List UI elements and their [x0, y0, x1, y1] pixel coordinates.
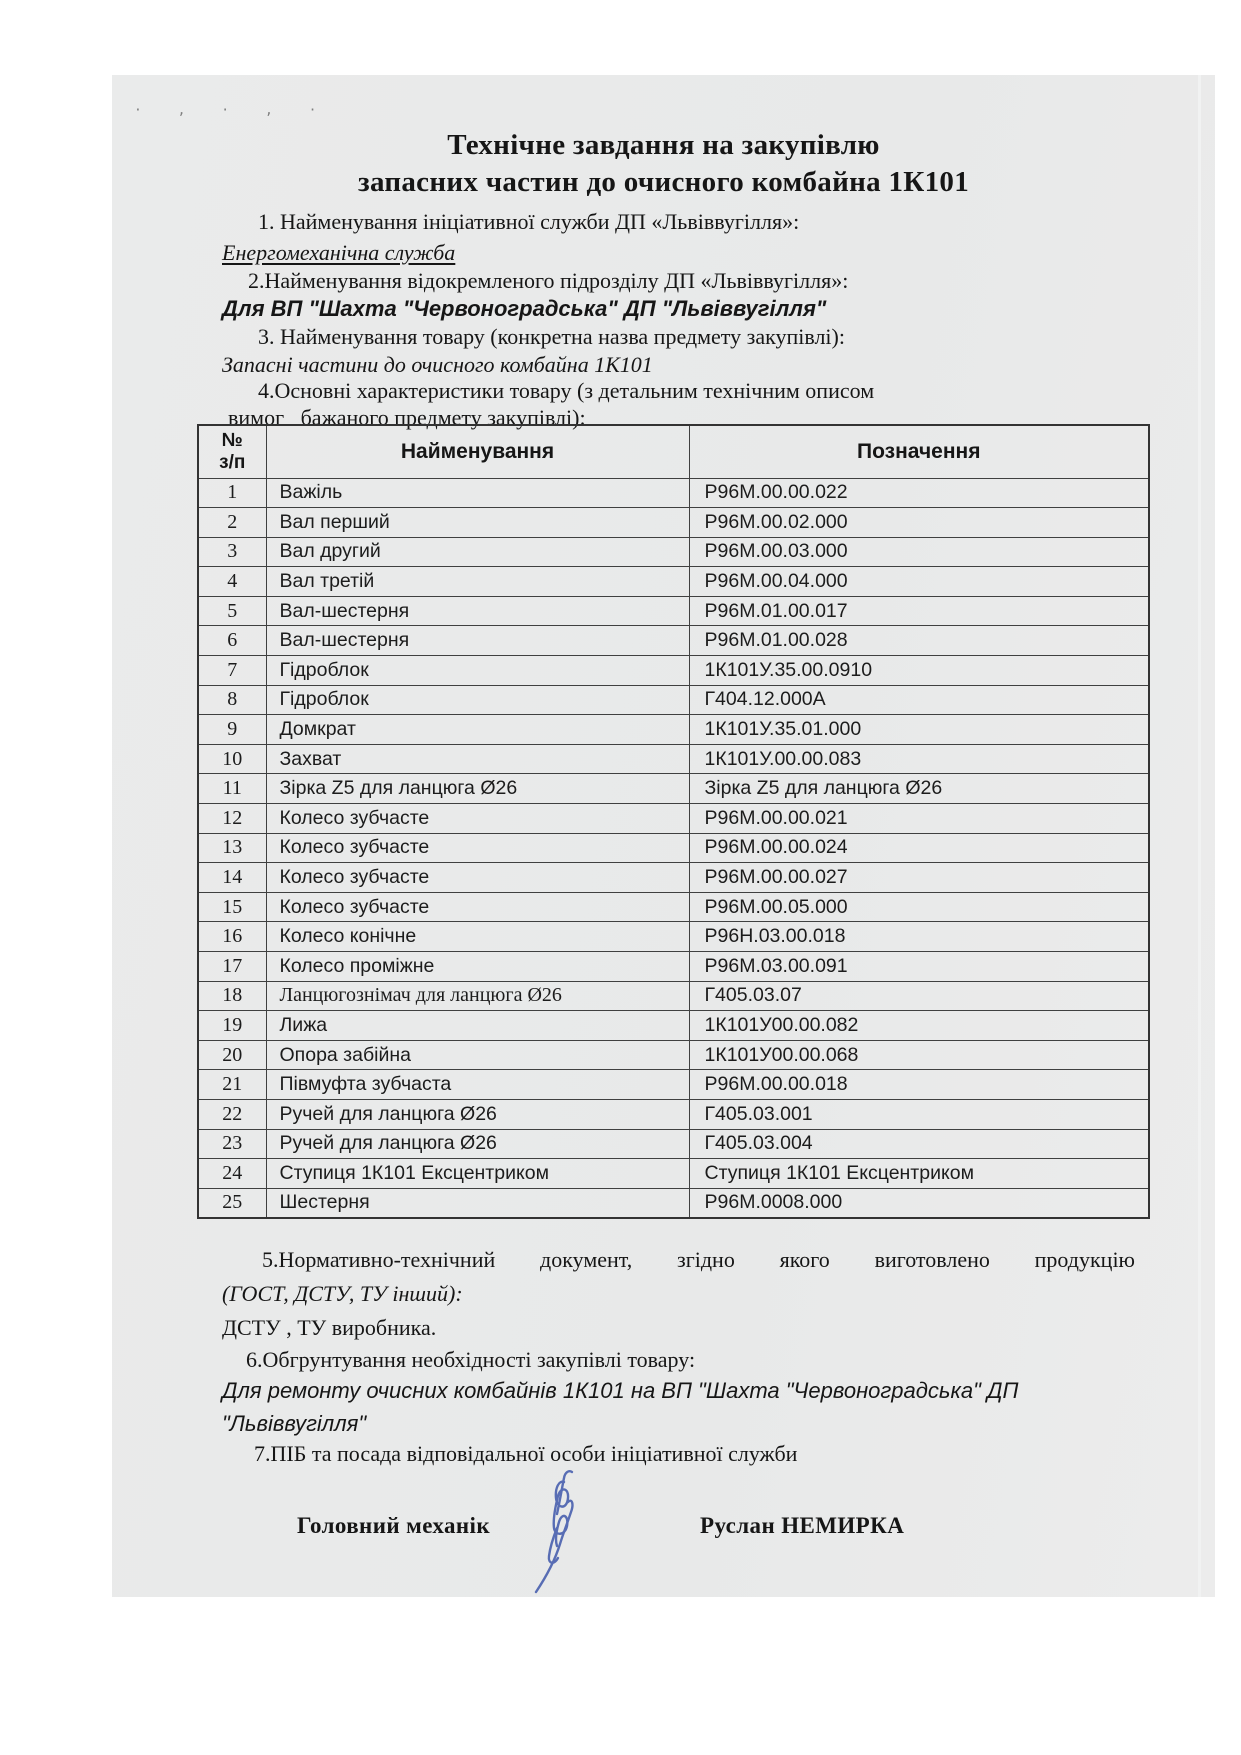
- row-number-cell: 14: [198, 863, 266, 893]
- row-name-cell: Захват: [266, 744, 689, 774]
- table-row: [198, 656, 1149, 686]
- table-row: [198, 1099, 1149, 1129]
- row-name-cell: Колесо проміжне: [266, 952, 689, 982]
- table-row: [198, 833, 1149, 863]
- table-row: [198, 981, 1149, 1011]
- section-1-answer: Енергомеханічна служба: [222, 240, 456, 265]
- row-number-cell: 6: [198, 626, 266, 656]
- header-number-cell: [198, 425, 266, 478]
- section-5-label-line2: (ГОСТ, ДСТУ, ТУ інший):: [222, 1281, 463, 1306]
- row-designation-cell: 1К101У00.00.068: [689, 1040, 1149, 1070]
- row-designation-cell: Р96М.01.00.028: [689, 626, 1149, 656]
- table-row: [198, 1188, 1149, 1218]
- row-name-cell: Колесо зубчасте: [266, 804, 689, 834]
- row-designation-cell: Р96М.03.00.091: [689, 952, 1149, 982]
- row-designation-cell: 1К101У.00.00.083: [689, 744, 1149, 774]
- row-designation-cell: Р96М.01.00.017: [689, 596, 1149, 626]
- section-4-label-line2: вимог бажаного предмету закупівлі):: [228, 405, 586, 430]
- row-designation-cell: Г405.03.001: [689, 1099, 1149, 1129]
- row-number-cell: 4: [198, 567, 266, 597]
- table-row: [198, 922, 1149, 952]
- row-designation-cell: Р96М.0008.000: [689, 1188, 1149, 1218]
- row-number-cell: 12: [198, 804, 266, 834]
- row-number-cell: 18: [198, 981, 266, 1011]
- row-name-cell: Колесо зубчасте: [266, 833, 689, 863]
- section-3-label: 3. Найменування товару (конкретна назва предмету закупівлі):: [258, 324, 845, 349]
- row-name-cell: Вал перший: [266, 508, 689, 538]
- row-name-cell: Опора забійна: [266, 1040, 689, 1070]
- header-number-line2: з/п: [219, 451, 246, 473]
- row-name-cell: Важіль: [266, 478, 689, 508]
- row-name-cell: Гідроблок: [266, 685, 689, 715]
- row-name-cell: Лижа: [266, 1011, 689, 1041]
- row-number-cell: 8: [198, 685, 266, 715]
- row-name-cell: Вал-шестерня: [266, 596, 689, 626]
- parts-table: [197, 424, 1150, 1219]
- row-name-cell: Гідроблок: [266, 656, 689, 686]
- row-designation-cell: Р96Н.03.00.018: [689, 922, 1149, 952]
- row-designation-cell: Зірка Z5 для ланцюга Ø26: [689, 774, 1149, 804]
- row-designation-cell: Р96М.00.04.000: [689, 567, 1149, 597]
- row-number-cell: 17: [198, 952, 266, 982]
- row-number-cell: 10: [198, 744, 266, 774]
- row-name-cell: Вал-шестерня: [266, 626, 689, 656]
- table-row: [198, 863, 1149, 893]
- section-6-label: 6.Обгрунтування необхідності закупівлі товару:: [246, 1347, 696, 1372]
- row-name-cell: Домкрат: [266, 715, 689, 745]
- row-name-cell: Ручей для ланцюга Ø26: [266, 1129, 689, 1159]
- row-number-cell: 11: [198, 774, 266, 804]
- row-number-cell: 22: [198, 1099, 266, 1129]
- table-row: [198, 508, 1149, 538]
- row-designation-cell: Р96М.00.02.000: [689, 508, 1149, 538]
- signatory-role: Головний механік: [297, 1513, 490, 1538]
- row-number-cell: 15: [198, 892, 266, 922]
- row-designation-cell: 1К101У.35.01.000: [689, 715, 1149, 745]
- row-number-cell: 25: [198, 1188, 266, 1218]
- table-row: [198, 478, 1149, 508]
- row-number-cell: 19: [198, 1011, 266, 1041]
- row-designation-cell: Р96М.00.00.022: [689, 478, 1149, 508]
- table-row: [198, 804, 1149, 834]
- row-designation-cell: Р96М.00.03.000: [689, 537, 1149, 567]
- row-designation-cell: Г404.12.000А: [689, 685, 1149, 715]
- row-designation-cell: Р96М.00.00.024: [689, 833, 1149, 863]
- row-designation-cell: Р96М.00.00.018: [689, 1070, 1149, 1100]
- row-number-cell: 9: [198, 715, 266, 745]
- row-designation-cell: Г405.03.07: [689, 981, 1149, 1011]
- row-number-cell: 24: [198, 1159, 266, 1189]
- row-designation-cell: Р96М.00.00.027: [689, 863, 1149, 893]
- signatory-name: Руслан НЕМИРКА: [700, 1513, 905, 1538]
- row-name-cell: Півмуфта зубчаста: [266, 1070, 689, 1100]
- table-row: [198, 892, 1149, 922]
- section-5-label-line1: 5.Нормативно-технічний документ, згідно якого виготовлено продукцію: [262, 1247, 1135, 1272]
- scanned-paper-sheet: [112, 75, 1215, 1597]
- row-designation-cell: 1К101У.35.00.0910: [689, 656, 1149, 686]
- table-row: [198, 626, 1149, 656]
- table-row: [198, 1011, 1149, 1041]
- row-number-cell: 7: [198, 656, 266, 686]
- row-designation-cell: Р96М.00.00.021: [689, 804, 1149, 834]
- row-name-cell: Колесо зубчасте: [266, 863, 689, 893]
- row-number-cell: 21: [198, 1070, 266, 1100]
- row-number-cell: 3: [198, 537, 266, 567]
- row-number-cell: 13: [198, 833, 266, 863]
- table-row: [198, 1040, 1149, 1070]
- document-title-line2: запасних частин до очисного комбайна 1К101: [358, 166, 969, 198]
- table-row: [198, 685, 1149, 715]
- row-name-cell: Ступиця 1К101 Ексцентриком: [266, 1159, 689, 1189]
- row-number-cell: 5: [198, 596, 266, 626]
- section-6-answer-line1: Для ремонту очисних комбайнів 1К101 на ВП "Шахта "Червоноградська" ДП: [222, 1378, 1019, 1403]
- table-row: [198, 537, 1149, 567]
- section-6-answer-line2: "Львіввугілля": [222, 1411, 367, 1436]
- section-7-label: 7.ПІБ та посада відповідальної особи ініціативної служби: [254, 1441, 798, 1466]
- table-row: [198, 952, 1149, 982]
- row-number-cell: 1: [198, 478, 266, 508]
- table-row: [198, 744, 1149, 774]
- section-5-answer: ДСТУ , ТУ виробника.: [222, 1315, 437, 1340]
- row-name-cell: Вал другий: [266, 537, 689, 567]
- header-name-cell: Найменування: [266, 425, 689, 478]
- row-designation-cell: Ступиця 1К101 Ексцентриком: [689, 1159, 1149, 1189]
- handwritten-signature: [520, 1468, 600, 1596]
- section-4-label-line1: 4.Основні характеристики товару (з детальним технічним описом: [258, 378, 875, 403]
- row-name-cell: Ручей для ланцюга Ø26: [266, 1099, 689, 1129]
- section-2-label: 2.Найменування відокремленого підрозділу ДП «Львіввугілля»:: [248, 268, 849, 293]
- row-number-cell: 23: [198, 1129, 266, 1159]
- row-name-cell: Колесо зубчасте: [266, 892, 689, 922]
- scan-dust-specks: · , · , ·: [134, 103, 331, 118]
- header-designation-cell: Позначення: [689, 425, 1149, 478]
- row-name-cell: Зірка Z5 для ланцюга Ø26: [266, 774, 689, 804]
- document-title: [112, 127, 1215, 201]
- table-row: [198, 1129, 1149, 1159]
- table-row: [198, 715, 1149, 745]
- table-row: [198, 596, 1149, 626]
- row-designation-cell: Г405.03.004: [689, 1129, 1149, 1159]
- section-1-label: 1. Найменування ініціативної служби ДП «Львіввугілля»:: [258, 209, 800, 234]
- table-row: [198, 567, 1149, 597]
- header-number-line1: №: [221, 429, 243, 451]
- section-2-answer: Для ВП "Шахта "Червоноградська" ДП "Львіввугілля": [222, 296, 827, 321]
- row-number-cell: 20: [198, 1040, 266, 1070]
- row-number-cell: 16: [198, 922, 266, 952]
- table-row: [198, 1070, 1149, 1100]
- section-3-answer: Запасні частини до очисного комбайна 1К101: [222, 352, 653, 377]
- row-designation-cell: 1К101У00.00.082: [689, 1011, 1149, 1041]
- row-name-cell: Шестерня: [266, 1188, 689, 1218]
- table-row: [198, 1159, 1149, 1189]
- row-number-cell: 2: [198, 508, 266, 538]
- table-row: [198, 774, 1149, 804]
- document-title-line1: Технічне завдання на закупівлю: [447, 129, 880, 161]
- row-name-cell: Колесо конічне: [266, 922, 689, 952]
- table-header-row: [198, 425, 1149, 478]
- row-name-cell: Вал третій: [266, 567, 689, 597]
- row-name-cell: Ланцюгознімач для ланцюга Ø26: [266, 981, 689, 1011]
- row-designation-cell: Р96М.00.05.000: [689, 892, 1149, 922]
- parts-table-body: [198, 478, 1149, 1218]
